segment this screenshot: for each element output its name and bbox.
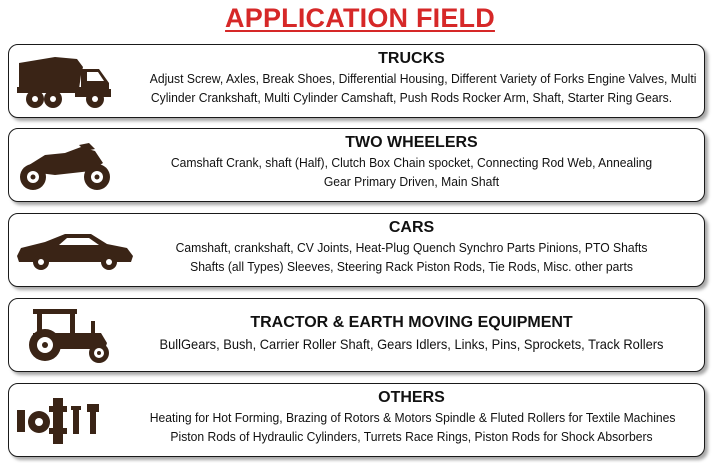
section-heading: TRUCKS xyxy=(378,50,445,67)
section-line: Heating for Hot Forming, Brazing of Rotors & Motors Spindle & Fluted Rollers for Textile Machines xyxy=(149,410,676,425)
section-heading: OTHERS xyxy=(378,389,445,406)
section-heading: TRACTOR & EARTH MOVING EQUIPMENT xyxy=(250,314,573,331)
section-line: Piston Rods of Hydraulic Cylinders, Turrets Race Rings, Piston Rods for Shock Absorbers xyxy=(170,429,653,444)
section-heading: TWO WHEELERS xyxy=(345,134,478,151)
truck-icon xyxy=(15,53,115,116)
machine-parts-icon xyxy=(15,396,115,451)
section-heading: CARS xyxy=(388,219,435,236)
motorcycle-icon xyxy=(15,141,115,198)
section-line: Gear Primary Driven, Main Shaft xyxy=(323,174,500,189)
tractor-icon xyxy=(15,305,115,370)
section-line: Cylinder Crankshaft, Multi Cylinder Camshaft, Push Rods Rocker Arm, Shaft, Starter Ring Gears. xyxy=(150,90,673,105)
section-line: Camshaft, crankshaft, CV Joints, Heat-Plug Quench Synchro Parts Pinions, PTO Shafts xyxy=(175,240,648,255)
section-line: Camshaft Crank, shaft (Half), Clutch Box Chain spocket, Connecting Rod Web, Annealing xyxy=(170,155,653,170)
section-cars xyxy=(8,213,705,287)
section-two-wheelers xyxy=(8,128,705,202)
section-line: Adjust Screw, Axles, Break Shoes, Differential Housing, Different Variety of Forks Engine Valves, Multi xyxy=(149,71,697,86)
section-line: BullGears, Bush, Carrier Roller Shaft, Gears Idlers, Links, Pins, Sprockets, Track Rollers xyxy=(159,336,664,352)
section-line: Shafts (all Types) Sleeves, Steering Rack Piston Rods, Tie Rods, Misc. other parts xyxy=(190,259,633,274)
section-tractor xyxy=(8,298,705,372)
section-trucks xyxy=(8,44,705,118)
page-title: APPLICATION FIELD xyxy=(225,3,495,33)
section-others xyxy=(8,383,705,457)
car-icon xyxy=(15,230,135,277)
